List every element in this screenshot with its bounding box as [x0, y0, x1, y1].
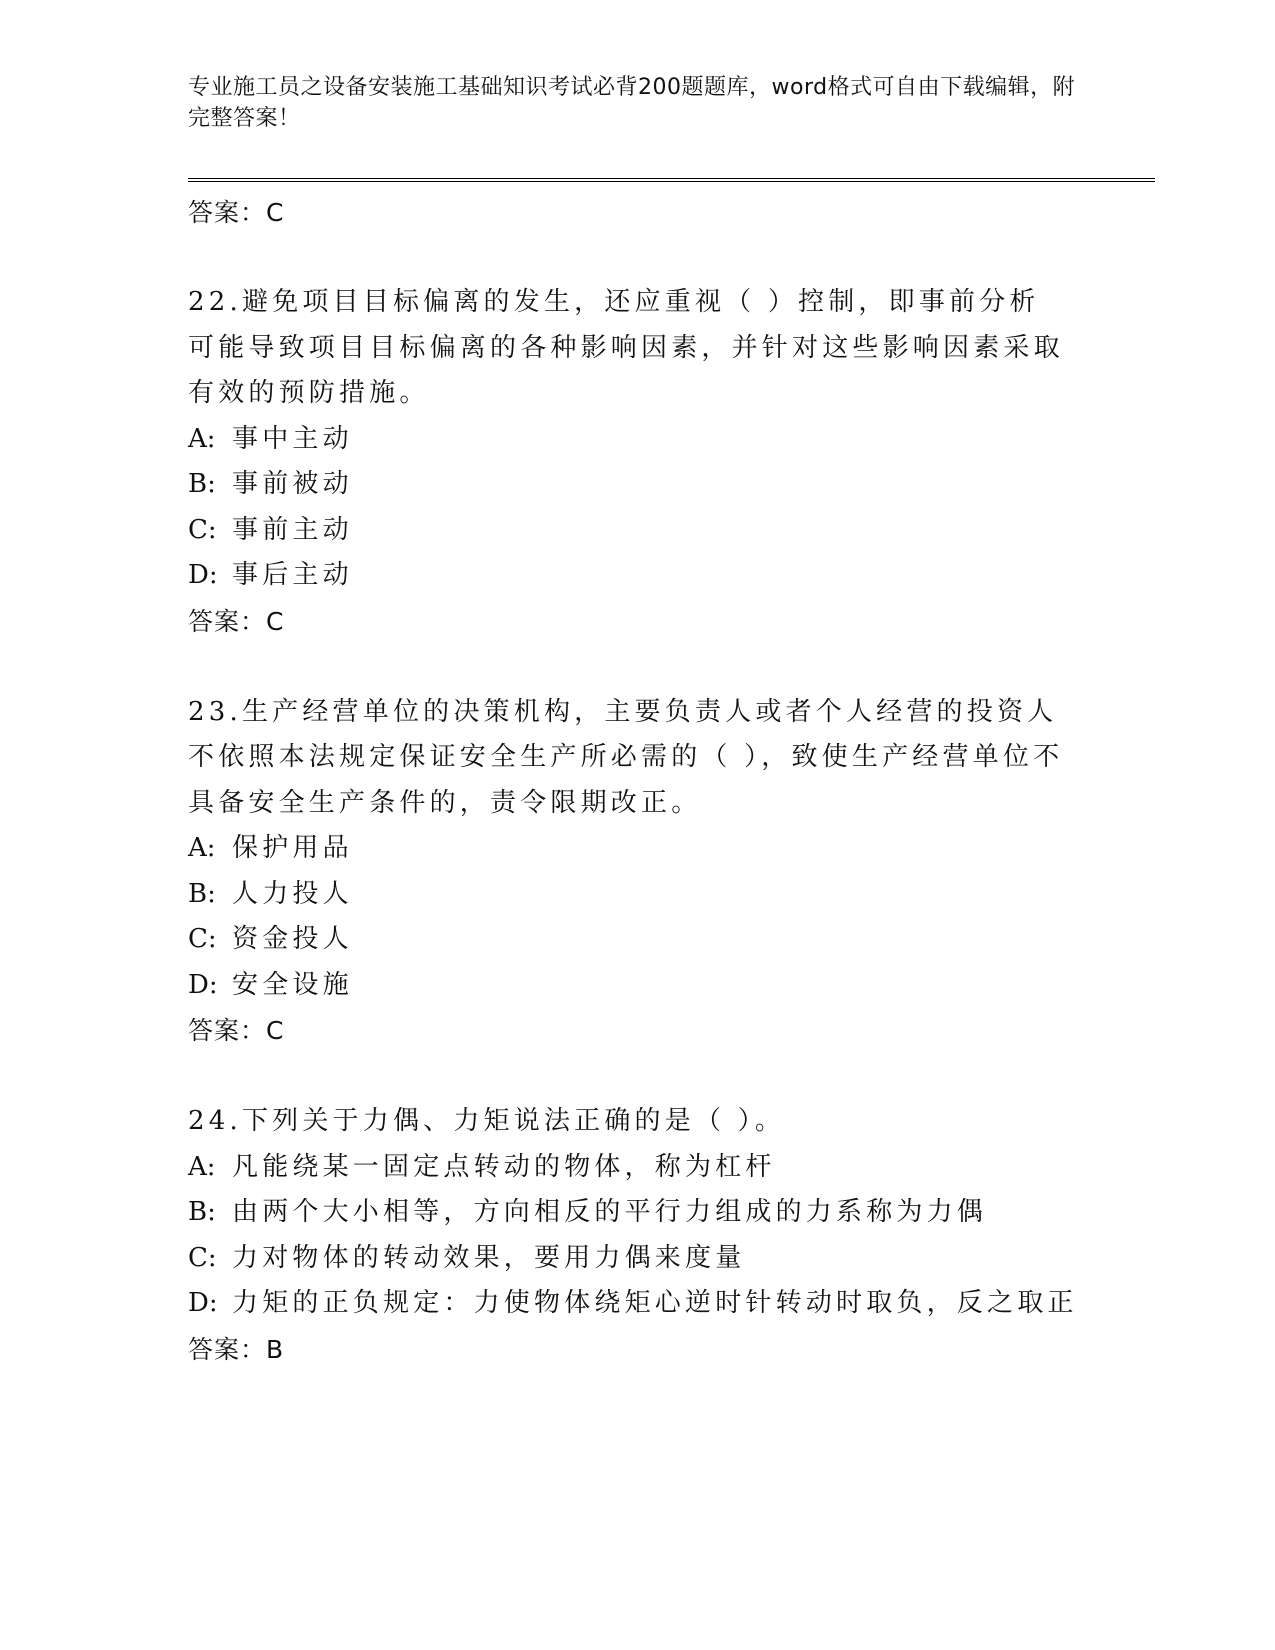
- option-a: [188, 417, 1148, 463]
- option-a: [188, 826, 1148, 872]
- option-text: 资金投人: [232, 924, 353, 954]
- option-key: B:: [188, 469, 216, 499]
- option-b: [188, 1190, 1148, 1236]
- option-key: D:: [188, 969, 218, 1000]
- option-key: A:: [188, 1151, 216, 1182]
- answer-line: 答案：C: [188, 606, 285, 636]
- option-text: 事前主动: [232, 514, 353, 545]
- option-text: 事前被动: [232, 469, 353, 499]
- option-key: D:: [188, 560, 218, 590]
- option-d: [188, 1281, 1148, 1327]
- option-key: C:: [188, 1242, 217, 1273]
- option-text: 人力投人: [232, 878, 353, 909]
- question-stem: 22.避免项目目标偏离的发生，还应重视（ ）控制，即事前分析可能导致项目目标偏离的各种影响因素，并针对这些影响因素采取有效的预防措施。: [188, 287, 1064, 408]
- question-stem: 24.下列关于力偶、力矩说法正确的是（ ）。: [188, 1106, 786, 1136]
- option-c: [188, 917, 1148, 963]
- option-key: B:: [188, 1197, 216, 1227]
- option-d: [188, 963, 1148, 1009]
- document-body: [188, 190, 1148, 1373]
- option-key: C:: [188, 514, 217, 545]
- option-text: 安全设施: [232, 969, 353, 1000]
- option-c: [188, 508, 1148, 554]
- option-d: [188, 553, 1148, 599]
- question-24: [188, 1099, 1148, 1373]
- option-key: A:: [188, 833, 216, 863]
- question-22: [188, 280, 1148, 645]
- option-text: 事后主动: [232, 560, 353, 590]
- option-b: [188, 462, 1148, 508]
- option-c: [188, 1236, 1148, 1282]
- option-text: 由两个大小相等，方向相反的平行力组成的力系称为力偶: [232, 1197, 988, 1227]
- option-key: D:: [188, 1288, 218, 1318]
- answer-line: 答案：B: [188, 1334, 285, 1364]
- answer-line: 答案：C: [188, 198, 285, 227]
- option-b: [188, 872, 1148, 918]
- answer-line: 答案：C: [188, 1016, 285, 1045]
- option-key: B:: [188, 878, 216, 909]
- question-23: [188, 690, 1148, 1055]
- option-key: A:: [188, 423, 216, 454]
- document-header: [188, 72, 1088, 134]
- question-stem: 23.生产经营单位的决策机构，主要负责人或者个人经营的投资人不依照本法规定保证安全生产所必需的（ ），致使生产经营单位不具备安全生产条件的，责令限期改正。: [188, 696, 1064, 818]
- header-title: 专业施工员之设备安装施工基础知识考试必背200题题库，word格式可自由下载编辑，附完整答案！: [188, 75, 1076, 131]
- option-key: C:: [188, 924, 217, 954]
- header-divider: [188, 178, 1155, 182]
- option-a: [188, 1145, 1148, 1191]
- option-text: 保护用品: [232, 833, 353, 863]
- option-text: 事中主动: [232, 423, 353, 454]
- option-text: 力对物体的转动效果，要用力偶来度量: [232, 1242, 746, 1273]
- option-text: 凡能绕某一固定点转动的物体，称为杠杆: [232, 1151, 776, 1182]
- option-text: 力矩的正负规定：力使物体绕矩心逆时针转动时取负，反之取正: [232, 1288, 1078, 1318]
